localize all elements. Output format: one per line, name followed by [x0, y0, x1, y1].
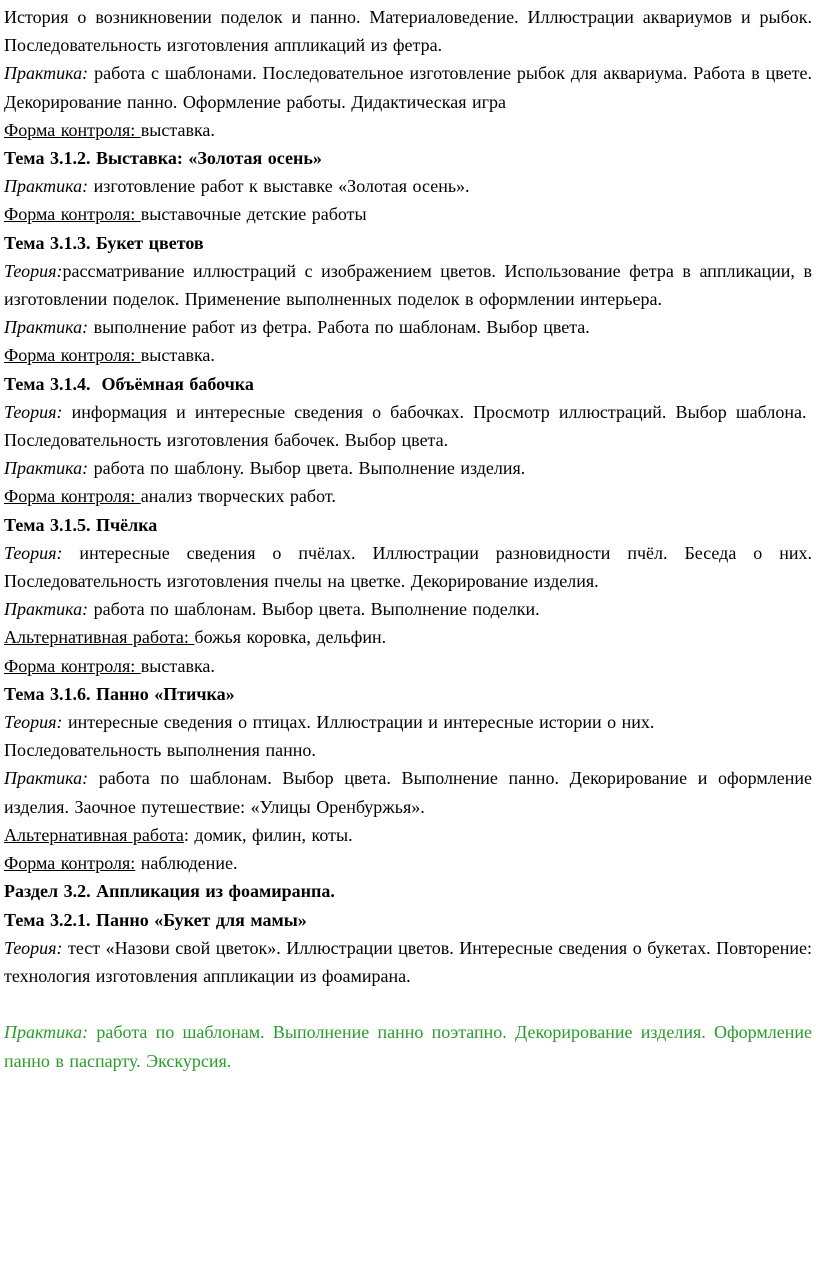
- underlined-text-segment: Форма контроля:: [4, 204, 141, 225]
- italic-text-segment: Теория:: [4, 542, 63, 563]
- text-segment: Тема 3.1.3. Букет цветов: [4, 232, 204, 253]
- body-paragraph: [4, 257, 812, 313]
- text-segment: : домик, филин, коты.: [183, 824, 353, 845]
- italic-text-segment: Практика:: [4, 458, 89, 479]
- text-segment: выставка.: [140, 345, 215, 366]
- text-segment: работа по шаблонам. Выбор цвета. Выполнение панно. Декорирование и оформление изделия. Заочное путешествие: «Улицы Оренбуржья».: [4, 768, 812, 817]
- italic-text-segment: Практика:: [4, 768, 89, 789]
- body-paragraph: [4, 652, 812, 680]
- italic-text-segment: Теория:: [4, 712, 63, 733]
- text-segment: Тема 3.1.4. Объёмная бабочка: [4, 373, 254, 394]
- heading-paragraph: [4, 680, 812, 708]
- text-segment: работа по шаблонам. Выбор цвета. Выполнение поделки.: [88, 599, 540, 620]
- body-paragraph: [4, 595, 812, 623]
- body-paragraph: [4, 539, 812, 595]
- body-paragraph: [4, 934, 812, 990]
- heading-paragraph: [4, 511, 812, 539]
- underlined-text-segment: Альтернативная работа:: [4, 627, 195, 648]
- text-segment: Тема 3.2.1. Панно «Букет для мамы»: [4, 909, 307, 930]
- underlined-text-segment: Форма контроля:: [4, 486, 141, 507]
- text-segment: работа с шаблонами. Последовательное изготовление рыбок для аквариума. Работа в цвете. Декорирование панно. Оформление работы. Дидактическая игра: [4, 63, 812, 112]
- underlined-text-segment: Форма контроля:: [4, 345, 141, 366]
- heading-paragraph: [4, 144, 812, 172]
- text-segment: интересные сведения о птицах. Иллюстрации и интересные истории о них.: [62, 712, 655, 733]
- text-segment: интересные сведения о пчёлах. Иллюстрации разновидности пчёл. Беседа о них. Последовательность изготовления пчелы на цветке. Декорирование изделия.: [4, 542, 812, 592]
- text-segment: изготовление работ к выставке «Золотая осень».: [88, 176, 470, 197]
- body-paragraph: [4, 3, 812, 59]
- text-segment: Раздел 3.2. Аппликация из фоамиранпа.: [4, 881, 335, 902]
- italic-text-segment: Практика:: [4, 599, 89, 620]
- heading-paragraph: [4, 877, 812, 905]
- italic-text-segment: Теория:: [4, 937, 63, 958]
- body-paragraph: [4, 708, 812, 736]
- italic-text-segment: Практика:: [4, 63, 89, 84]
- text-segment: Тема 3.1.2. Выставка: «Золотая осень»: [4, 148, 322, 169]
- italic-text-segment: Теория:: [4, 260, 63, 281]
- text-segment: выставка.: [140, 655, 215, 676]
- body-paragraph: [4, 59, 812, 115]
- italic-text-segment: Практика:: [4, 317, 89, 338]
- body-paragraph: [4, 200, 812, 228]
- italic-text-segment: Теория:: [4, 401, 63, 422]
- body-paragraph: [4, 821, 812, 849]
- document-body: [4, 3, 812, 1075]
- body-paragraph: [4, 764, 812, 820]
- text-segment: божья коровка, дельфин.: [194, 627, 387, 648]
- heading-paragraph: [4, 906, 812, 934]
- empty-line: [4, 990, 812, 1018]
- body-paragraph: [4, 623, 812, 651]
- text-segment: рассматривание иллюстраций с изображением цветов. Использование фетра в аппликации, в изготовлении поделок. Применение выполненных поделок в оформлении интерьера.: [4, 260, 812, 310]
- body-paragraph: [4, 736, 812, 764]
- text-segment: анализ творческих работ.: [140, 486, 336, 507]
- heading-paragraph: [4, 229, 812, 257]
- italic-text-segment: Практика:: [4, 176, 89, 197]
- body-paragraph: [4, 454, 812, 482]
- underlined-text-segment: Форма контроля:: [4, 119, 141, 140]
- body-paragraph: [4, 482, 812, 510]
- body-paragraph: [4, 1018, 812, 1074]
- text-segment: работа по шаблонам. Выполнение панно поэтапно. Декорирование изделия. Оформление панно в паспарту. Экскурсия.: [4, 1022, 812, 1071]
- text-segment: выставочные детские работы: [140, 204, 367, 225]
- text-segment: наблюдение.: [135, 853, 238, 874]
- text-segment: информация и интересные сведения о бабочках. Просмотр иллюстраций. Выбор шаблона. Последовательность изготовления бабочек. Выбор цвета.: [4, 401, 812, 451]
- text-segment: Тема 3.1.5. Пчёлка: [4, 514, 158, 535]
- text-segment: Тема 3.1.6. Панно «Птичка»: [4, 683, 235, 704]
- heading-paragraph: [4, 370, 812, 398]
- underlined-text-segment: Альтернативная работа: [4, 824, 184, 845]
- text-segment: История о возникновении поделок и панно. Материаловедение. Иллюстрации аквариумов и рыбок. Последовательность изготовления аппликаций из фетра.: [4, 7, 812, 56]
- body-paragraph: [4, 849, 812, 877]
- body-paragraph: [4, 172, 812, 200]
- body-paragraph: [4, 313, 812, 341]
- italic-text-segment: Практика:: [4, 1022, 89, 1043]
- underlined-text-segment: Форма контроля:: [4, 853, 136, 874]
- text-segment: тест «Назови свой цветок». Иллюстрации цветов. Интересные сведения о букетах. Повторение: технология изготовления аппликации из фоамирана.: [4, 937, 812, 986]
- body-paragraph: [4, 398, 812, 454]
- body-paragraph: [4, 116, 812, 144]
- text-segment: работа по шаблону. Выбор цвета. Выполнение изделия.: [88, 458, 526, 479]
- text-segment: Последовательность выполнения панно.: [4, 740, 316, 761]
- body-paragraph: [4, 341, 812, 369]
- text-segment: выполнение работ из фетра. Работа по шаблонам. Выбор цвета.: [88, 317, 590, 338]
- text-segment: выставка.: [140, 119, 215, 140]
- underlined-text-segment: Форма контроля:: [4, 655, 141, 676]
